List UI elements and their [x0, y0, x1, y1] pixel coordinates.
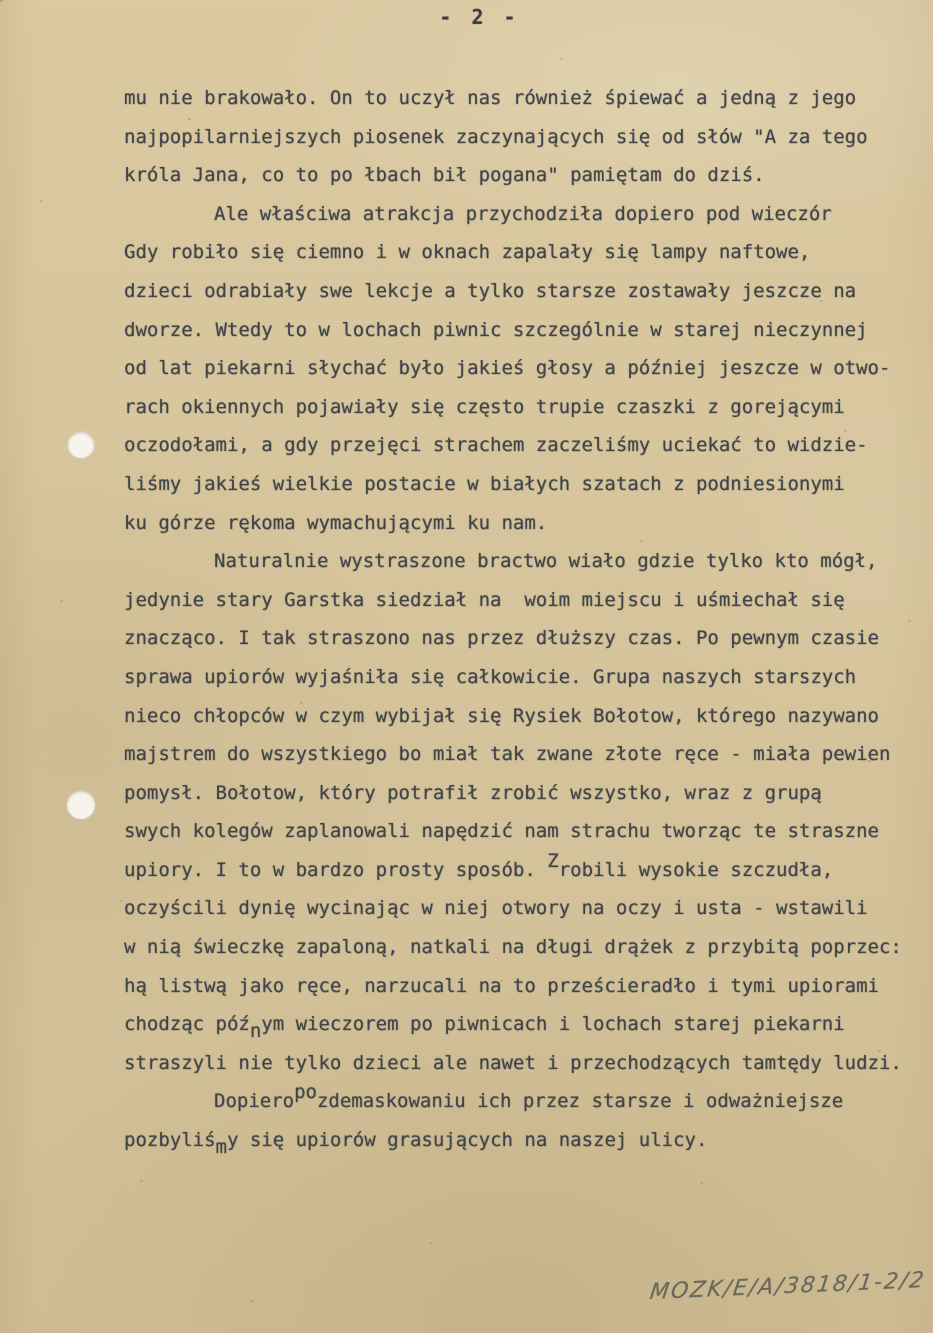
- text-segment: swych kolegów zaplanowali napędzić nam strachu tworząc te straszne: [124, 820, 879, 843]
- text-segment: chodząc póź: [124, 1013, 250, 1036]
- text-line: [124, 658, 924, 697]
- text-line: [124, 774, 924, 813]
- text-segment: liśmy jakieś wielkie postacie w białych szatach z podniesionymi: [124, 472, 845, 495]
- text-segment: y się upiorów grasujących na naszej ulicy.: [226, 1129, 708, 1152]
- text-segment: sprawa upiorów wyjaśniła się całkowicie. Grupa naszych starszych: [124, 665, 857, 688]
- page-number: - 2 -: [439, 5, 520, 29]
- text-segment: pozbyliś: [124, 1129, 216, 1152]
- text-segment: pomysł. Bołotow, który potrafił zrobić wszystko, wraz z grupą: [124, 781, 822, 804]
- text-line: [124, 1082, 924, 1121]
- text-line: [124, 851, 924, 890]
- text-line: [124, 967, 924, 1006]
- text-segment: hą listwą jako ręce, narzucali na to prześcieradło i tymi upiorami: [124, 974, 879, 997]
- text-line: [124, 465, 924, 504]
- text-segment: króla Jana, co to po łbach bił pogana" pamiętam do dziś.: [124, 164, 765, 187]
- hole-punch-bottom: [67, 791, 95, 819]
- text-segment-sub: m: [215, 1136, 227, 1159]
- text-line: [124, 581, 924, 620]
- text-segment: straszyli nie tylko dzieci ale nawet i przechodzących tamtędy ludzi.: [124, 1051, 902, 1074]
- text-line: [124, 79, 924, 118]
- text-line: [124, 697, 924, 736]
- text-segment: oczyścili dynię wycinając w niej otwory na oczy i usta - wstawili: [124, 897, 868, 920]
- text-line: [124, 272, 924, 311]
- text-segment: ku górze rękoma wymachującymi ku nam.: [124, 511, 548, 534]
- text-segment: majstrem do wszystkiego bo miał tak zwane złote ręce - miała pewien: [124, 743, 891, 766]
- text-line: [124, 812, 924, 851]
- text-line: [124, 195, 924, 234]
- text-line: [124, 542, 924, 581]
- text-line: [124, 1121, 924, 1160]
- archive-reference: MOZK/E/A/3818/1-2/2: [648, 1267, 928, 1306]
- text-body: [124, 79, 924, 1160]
- text-line: [124, 311, 924, 350]
- paper-speckles: [0, 0, 3, 2]
- text-segment: zdemaskowaniu ich przez starsze i odważniejsze: [316, 1090, 844, 1113]
- text-segment: w nią świeczkę zapaloną, natkali na długi drążek z przybitą poprzec:: [124, 936, 902, 959]
- text-segment: mu nie brakowało. On to uczył nas również śpiewać a jedną z jego: [124, 87, 857, 109]
- text-segment: Dopiero: [214, 1090, 295, 1113]
- text-line: [124, 349, 924, 388]
- text-line: [124, 118, 924, 157]
- text-segment: oczodołami, a gdy przejęci strachem zaczeliśmy uciekać to widzie-: [124, 434, 868, 457]
- text-line: [124, 619, 924, 658]
- text-segment: znacząco. I tak straszono nas przez dłuższy czas. Po pewnym czasie: [124, 627, 879, 650]
- text-line: [124, 504, 924, 543]
- text-line: [124, 233, 924, 272]
- text-segment: Naturalnie wystraszone bractwo wiało gdzie tylko kto mógł,: [214, 550, 878, 573]
- text-line: [124, 156, 924, 195]
- text-line: [124, 1044, 924, 1083]
- text-segment: jedynie stary Garstka siedział na woim miejscu i uśmiechał się: [124, 588, 845, 611]
- text-line: [124, 928, 924, 967]
- text-segment: nieco chłopców w czym wybijał się Rysiek Bołotow, którego nazywano: [124, 704, 879, 727]
- text-line: [124, 889, 924, 928]
- text-line: [124, 426, 924, 465]
- text-segment: dworze. Wtedy to w lochach piwnic szczególnie w starej nieczynnej: [124, 318, 868, 341]
- text-segment: robili wysokie szczudła,: [558, 858, 834, 881]
- text-line: [124, 735, 924, 774]
- text-line: [124, 388, 924, 427]
- text-segment-sup: Z: [547, 849, 559, 872]
- text-line: [124, 1005, 924, 1044]
- text-segment: Ale właściwa atrakcja przychodziła dopiero pod wieczór: [214, 202, 832, 225]
- text-segment: Gdy robiło się ciemno i w oknach zapalały się lampy naftowe,: [124, 241, 811, 264]
- text-segment: od lat piekarni słychać było jakieś głosy a później jeszcze w otwo-: [124, 357, 891, 380]
- hole-punch-top: [68, 432, 94, 458]
- text-segment: najpopilarniejszych piosenek zaczynających się od słów "A za tego: [124, 125, 868, 148]
- text-segment: dzieci odrabiały swe lekcje a tylko starsze zostawały jeszcze na: [124, 279, 857, 302]
- text-segment: rach okiennych pojawiały się często trupie czaszki z gorejącymi: [124, 395, 845, 418]
- text-segment-sup: po: [294, 1081, 317, 1104]
- text-segment-sub: n: [249, 1020, 262, 1043]
- text-segment: upiory. I to w bardzo prosty sposób.: [124, 858, 548, 881]
- text-segment: ym wieczorem po piwnicach i lochach starej piekarni: [261, 1013, 845, 1036]
